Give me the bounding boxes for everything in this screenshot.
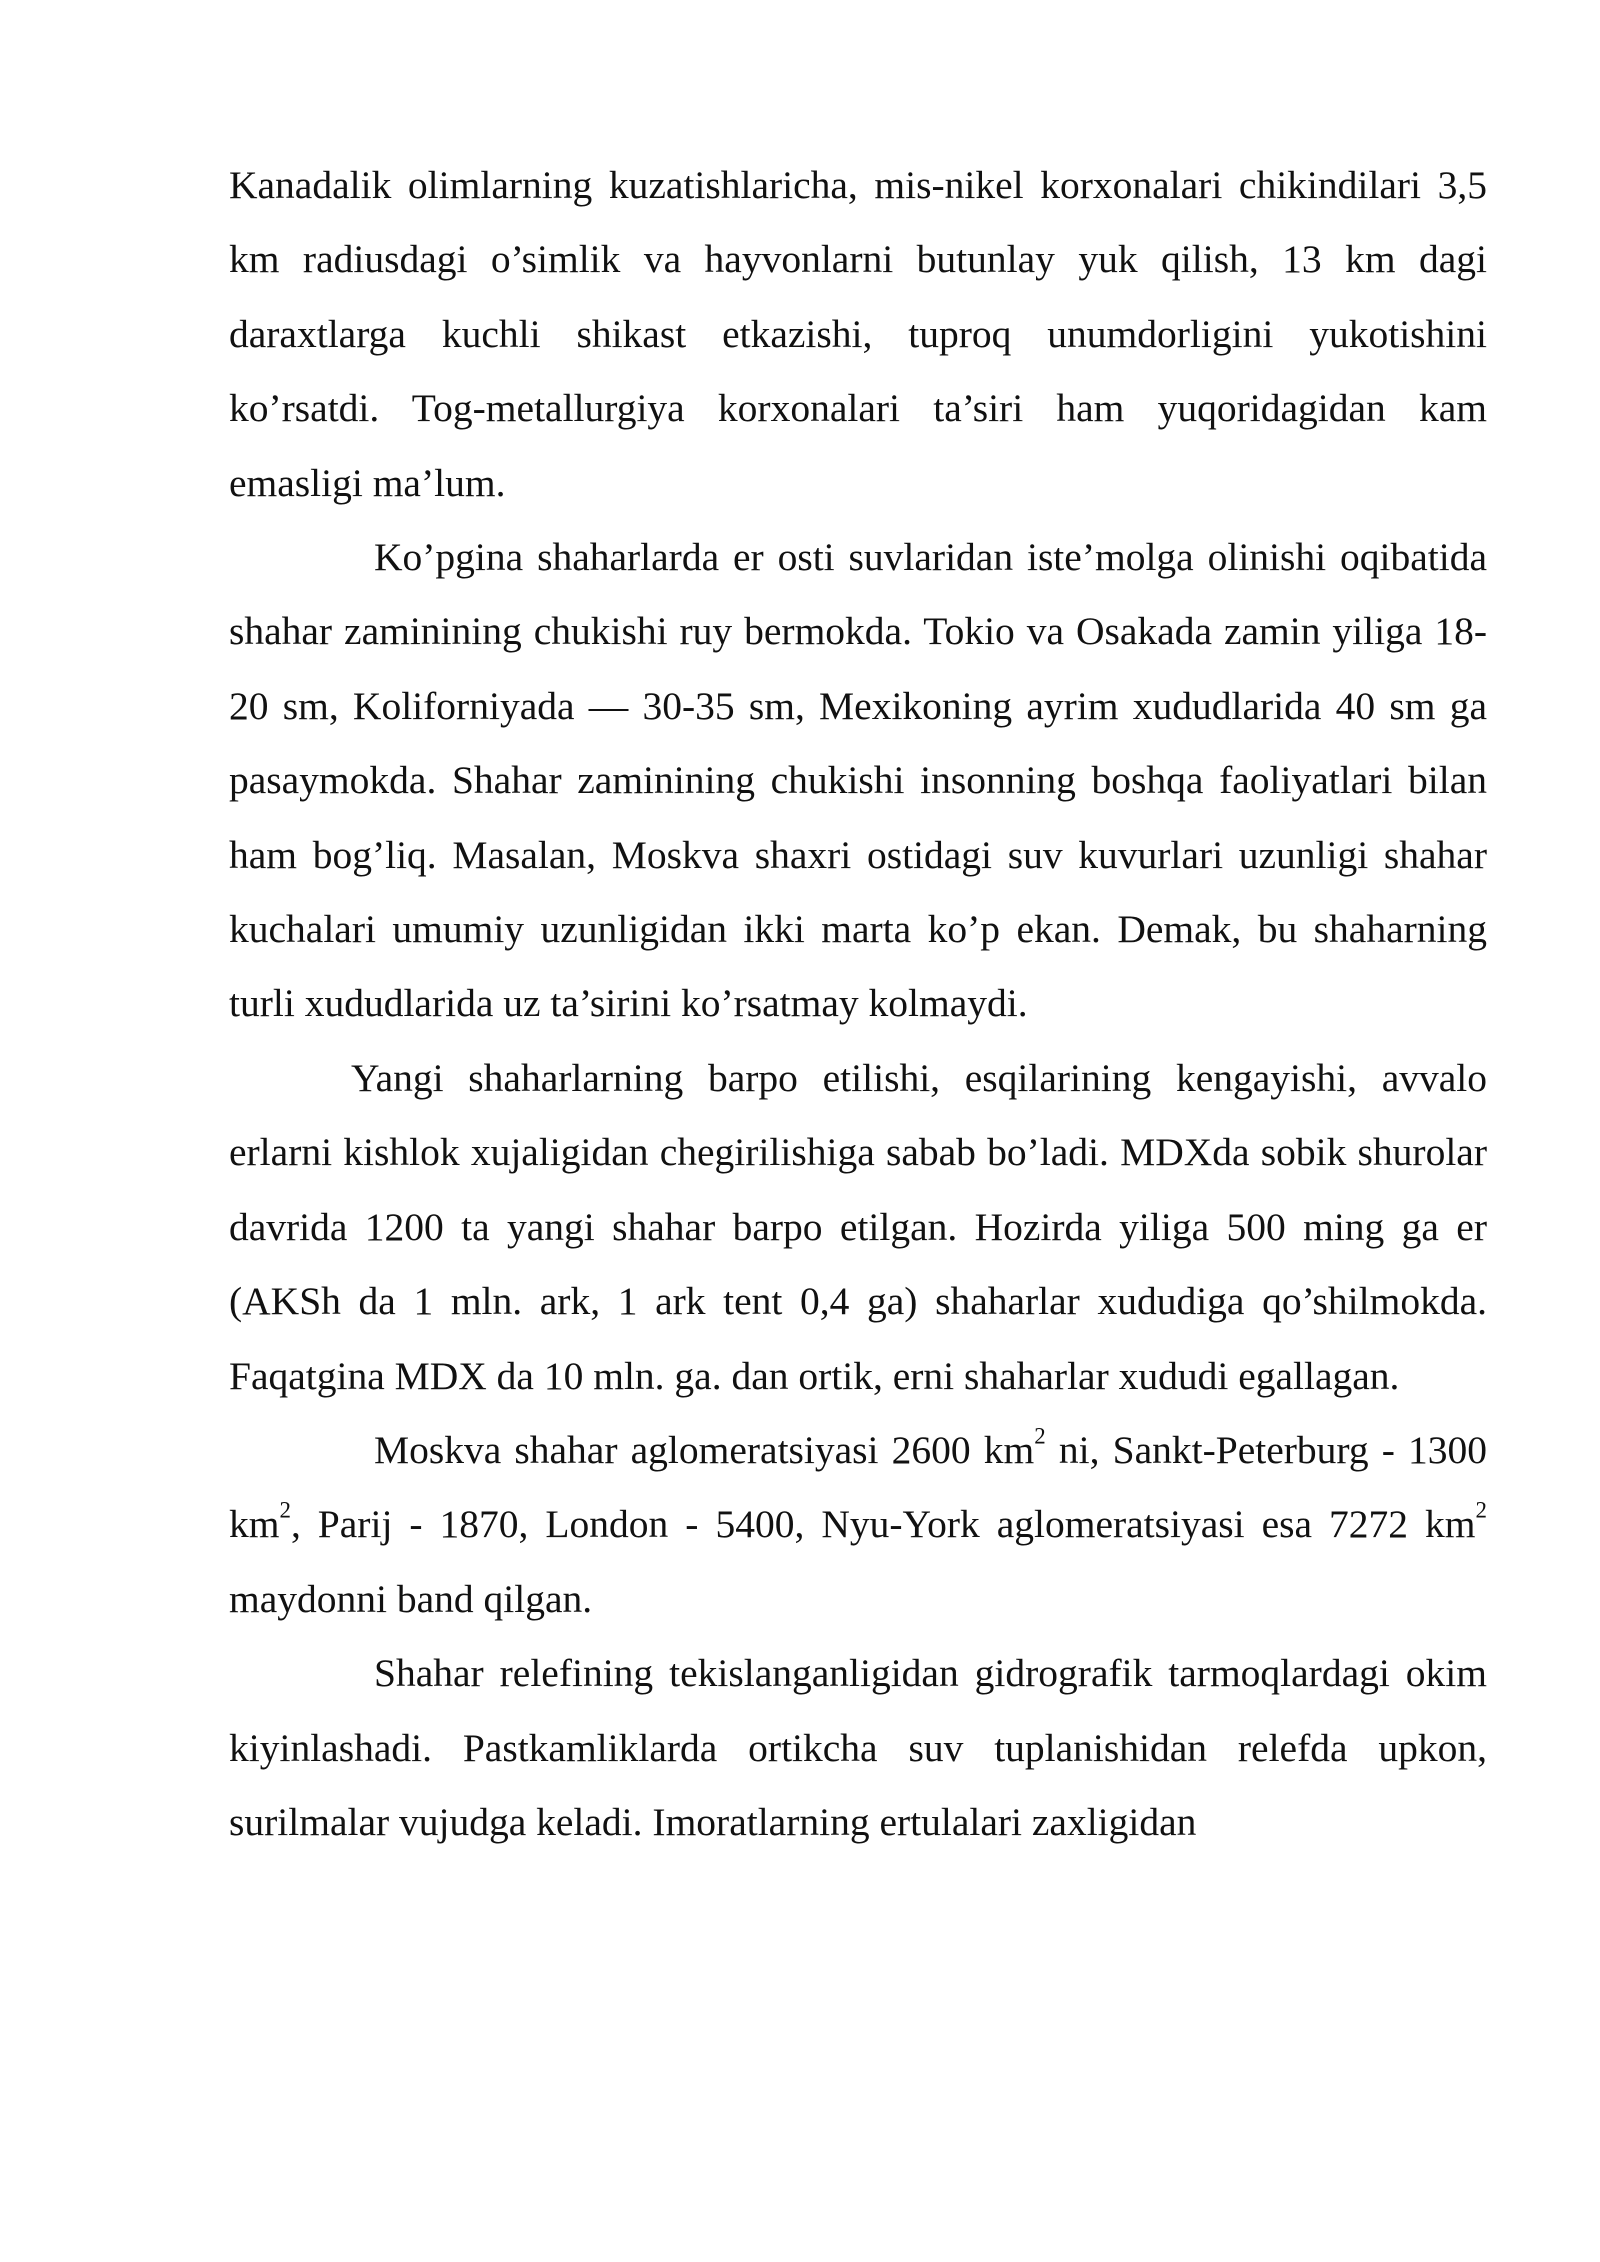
- paragraph-canadian-research: Kanadalik olimlarning kuzatishlaricha, mis-nikel korxonalari chikindilari 3,5 km radiusdagi o’simlik va hayvonlarni butunlay yuk qilish, 13 km dagi daraxtlarga kuchli shikast etkazishi, tuproq unumdorligini yukotishini ko’rsatdi. Tog-metallurgiya korxonalari ta’siri ham yuqoridagidan kam emasligi ma’lum.: [229, 163, 1487, 505]
- document-page: [229, 148, 1487, 1859]
- agglomeration-text: ni, Sankt-Peterburg - 1300 km: [229, 1427, 1487, 1547]
- superscript-2: 2: [1034, 1423, 1046, 1449]
- paragraph-agglomerations: [229, 1413, 1487, 1636]
- paragraph-relief: Shahar relefining tekislanganligidan gidrografik tarmoqlardagi okim kiyinlashadi. Pastkamliklarda ortikcha suv tuplanishidan relefda upkon, surilmalar vujudga keladi. Imoratlarning ertulalari zaxligidan: [229, 1651, 1487, 1844]
- paragraph-new-cities: Yangi shaharlarning barpo etilishi, esqilarining kengayishi, avvalo erlarni kishlok xujaligidan chegirilishiga sabab bo’ladi. MDXda sobik shurolar davrida 1200 ta yangi shahar barpo etilgan. Hozirda yiliga 500 ming ga er (AKSh da 1 mln. ark, 1 ark tent 0,4 ga) shaharlar xududiga qo’shilmokda. Faqatgina MDX da 10 mln. ga. dan ortik, erni shaharlar xududi egallagan.: [229, 1055, 1487, 1398]
- superscript-2: 2: [279, 1497, 291, 1523]
- agglomeration-text: Moskva shahar aglomeratsiyasi 2600 km: [374, 1427, 1035, 1472]
- agglomeration-text: , Parij - 1870, London - 5400, Nyu-York aglomeratsiyasi esa 7272 km: [290, 1502, 1476, 1547]
- agglomeration-text: maydonni band qilgan.: [229, 1576, 593, 1621]
- superscript-2: 2: [1475, 1497, 1487, 1523]
- paragraph-ground-subsidence: Ko’pgina shaharlarda er osti suvlaridan iste’molga olinishi oqibatida shahar zaminining chukishi ruy bermokda. Tokio va Osakada zamin yiliga 18-20 sm, Koliforniyada — 30-35 sm, Mexikoning ayrim xududlarida 40 sm ga pasaymokda. Shahar zaminining chukishi insonning boshqa faoliyatlari bilan ham bog’liq. Masalan, Moskva shaxri ostidagi suv kuvurlari uzunligi shahar kuchalari umumiy uzunligidan ikki marta ko’p ekan. Demak, bu shaharning turli xududlarida uz ta’sirini ko’rsatmay kolmaydi.: [229, 535, 1487, 1026]
